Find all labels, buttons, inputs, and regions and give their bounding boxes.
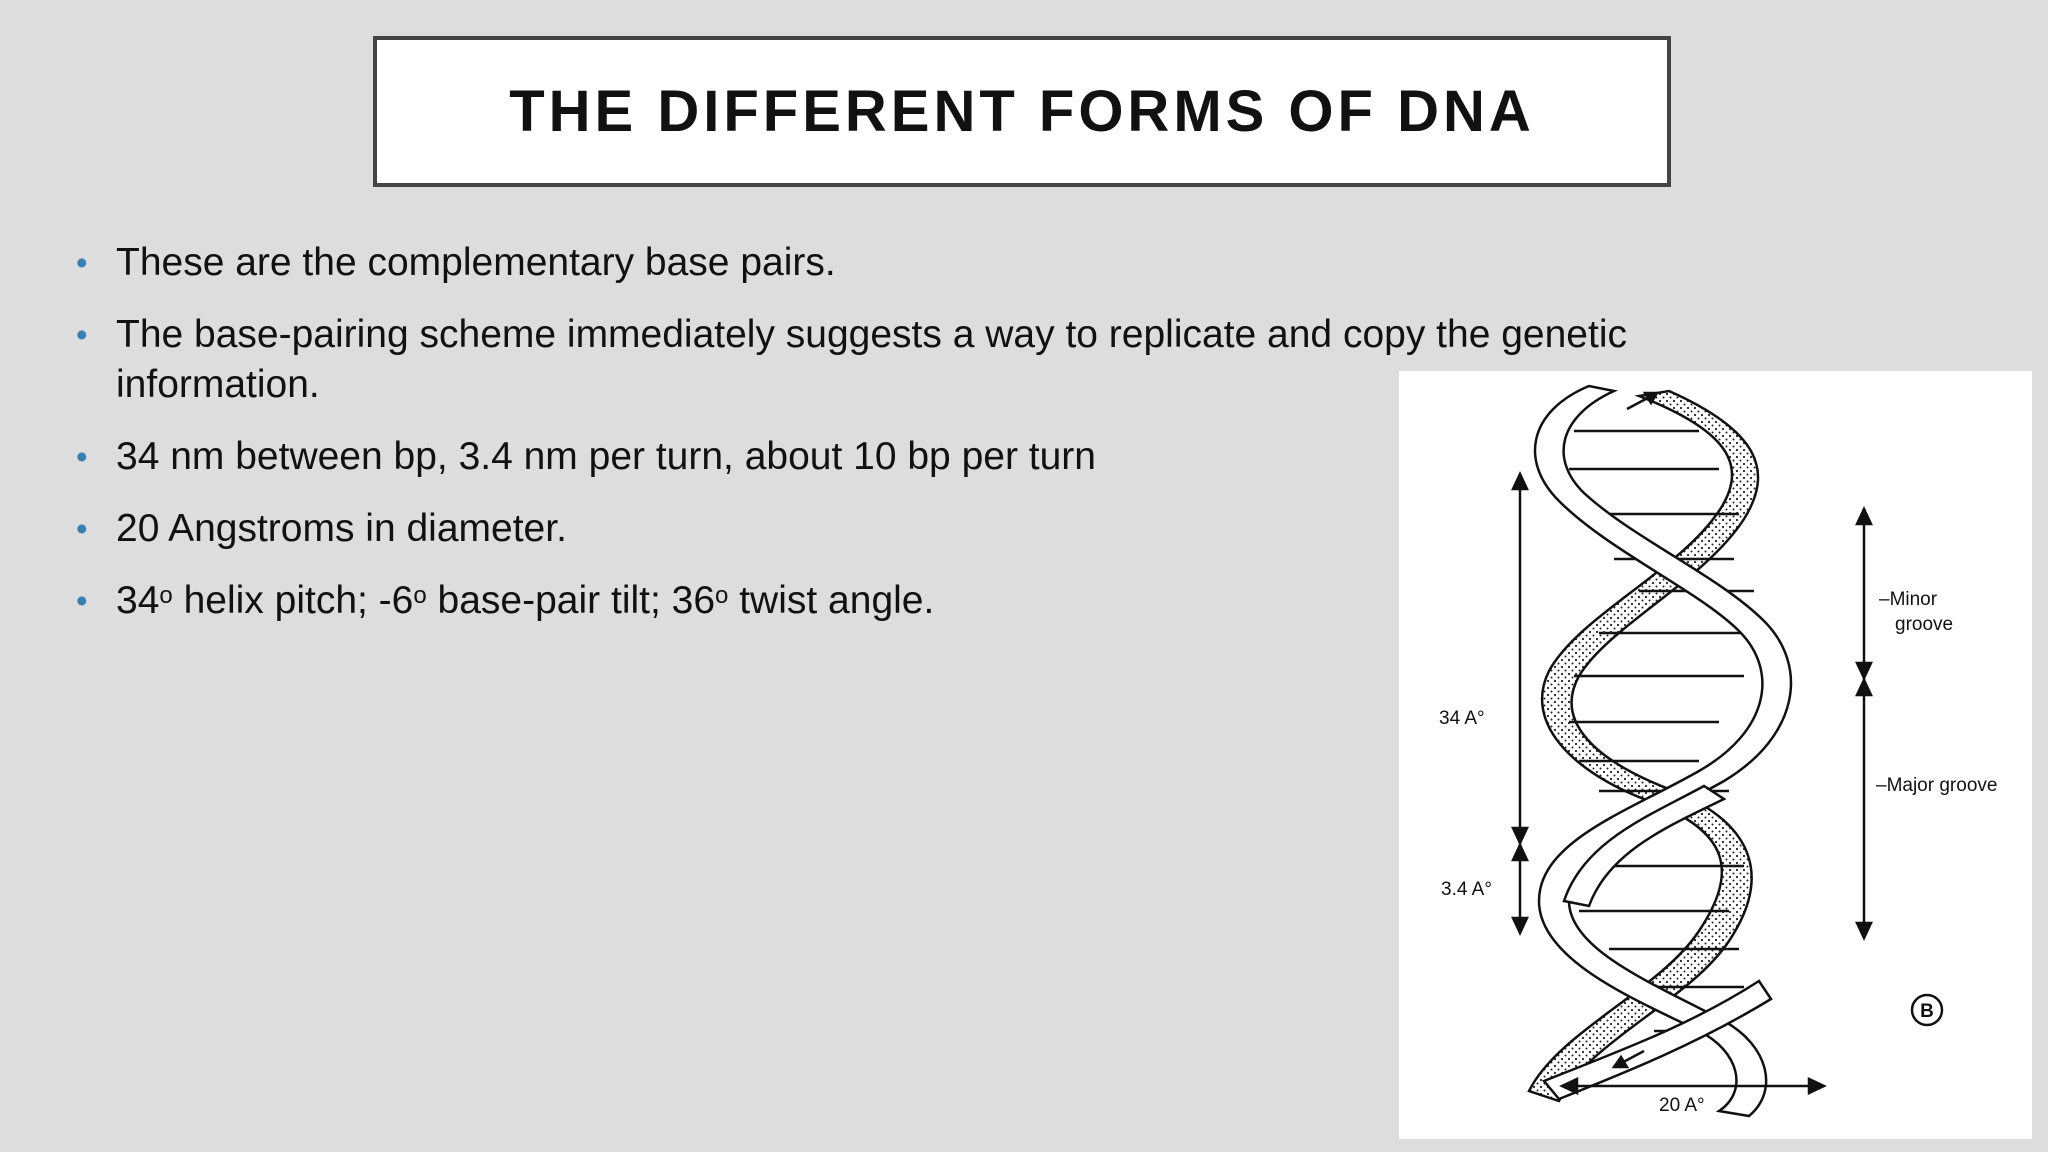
diameter-label: 20 A° bbox=[1659, 1095, 1705, 1116]
pitch-label: 34 A° bbox=[1439, 708, 1485, 729]
bullet-dot-icon: • bbox=[76, 438, 88, 475]
major-groove-label: –Major groove bbox=[1876, 775, 1998, 796]
bullet-text: The base-pairing scheme immediately suggests a way to replicate and copy the genetic information. bbox=[116, 313, 1627, 406]
bullet-text: 34 nm between bp, 3.4 nm per turn, about 10 bp per turn bbox=[116, 435, 1096, 478]
minor-groove-label: –Minor bbox=[1879, 589, 1938, 610]
bullet-dot-icon: • bbox=[76, 582, 88, 619]
bullet-text: 20 Angstroms in diameter. bbox=[116, 507, 567, 550]
bullet-item bbox=[76, 238, 1796, 288]
rise-label: 3.4 A° bbox=[1441, 879, 1492, 900]
slide-title: THE DIFFERENT FORMS OF DNA bbox=[509, 79, 1535, 144]
dna-helix-diagram bbox=[1399, 371, 2032, 1139]
title-box bbox=[373, 36, 1671, 187]
groove-dimension-arrows bbox=[1857, 509, 1871, 938]
bullet-text: These are the complementary base pairs. bbox=[116, 241, 836, 284]
bullet-dot-icon: • bbox=[76, 316, 88, 353]
minor-groove-label-line2: groove bbox=[1895, 614, 1954, 635]
dna-helix-figure bbox=[1399, 371, 2032, 1139]
panel-tag bbox=[1912, 995, 1942, 1025]
bullet-dot-icon: • bbox=[76, 510, 88, 547]
panel-tag-label: B bbox=[1920, 1001, 1934, 1022]
bullet-dot-icon: • bbox=[76, 244, 88, 281]
bullet-text: 34$^o$ helix pitch; -6$^o$ base-pair tilt; 36$^o$ twist angle. bbox=[116, 579, 935, 622]
pitch-dimension-arrow bbox=[1513, 474, 1527, 933]
